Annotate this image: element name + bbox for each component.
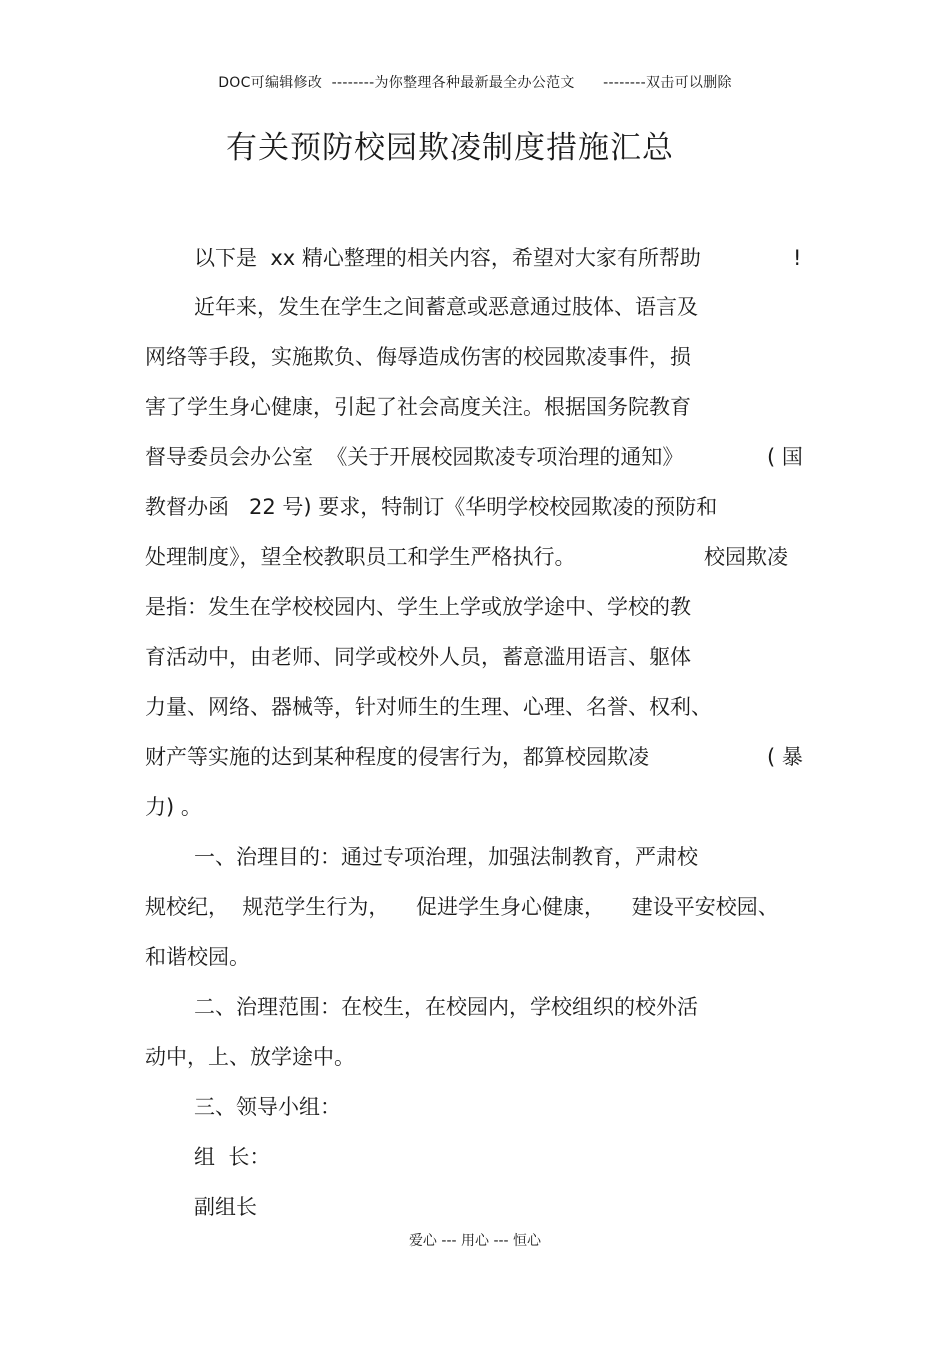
body-line: 力) 。 — [145, 795, 202, 819]
body-line: 三、领导小组： — [194, 1095, 341, 1119]
body-line: 育活动中，由老师、同学或校外人员，蓄意滥用语言、躯体 — [145, 645, 691, 669]
body-line: 处理制度》，望全校教职员工和学生严格执行。 — [145, 545, 576, 569]
body-line: 网络等手段，实施欺负、侮辱造成伤害的校园欺凌事件，损 — [145, 345, 691, 369]
body-line: 力量、网络、器械等，针对师生的生理、心理、名誉、权利、 — [145, 695, 712, 719]
body-line: 财产等实施的达到某种程度的侵害行为，都算校园欺凌 — [145, 745, 649, 769]
body-line-tail: 校园欺凌 — [704, 545, 788, 569]
page-header: DOC可编辑修改 --------为你整理各种最新最全办公范文 --------双击可以删除 — [218, 75, 732, 91]
body-line: 是指：发生在学校校园内、学生上学或放学途中、学校的教 — [145, 595, 691, 619]
page-footer: 爱心 --- 用心 --- 恒心 — [408, 1233, 542, 1249]
body-line: 副组长 — [194, 1195, 257, 1219]
body-line: 督导委员会办公室 《关于开展校园欺凌专项治理的通知》 — [145, 445, 684, 469]
body-line-tail: ( 暴 — [767, 745, 803, 769]
body-line: 近年来，发生在学生之间蓄意或恶意通过肢体、语言及 — [194, 295, 698, 319]
body-line: 和谐校园。 — [145, 945, 250, 969]
body-line: 组 长： — [194, 1145, 271, 1169]
body-line-tail: ! — [793, 246, 802, 270]
body-line: 以下是 xx 精心整理的相关内容，希望对大家有所帮助 — [194, 246, 701, 270]
body-line: 一、治理目的：通过专项治理，加强法制教育，严肃校 — [194, 845, 698, 869]
document-title: 有关预防校园欺凌制度措施汇总 — [226, 130, 674, 166]
body-line: 动中，上、放学途中。 — [145, 1045, 355, 1069]
body-line: 教督办函 22 号) 要求，特制订《华明学校校园欺凌的预防和 — [145, 495, 718, 519]
body-line-tail: ( 国 — [767, 445, 803, 469]
body-line: 规校纪， 规范学生行为， 促进学生身心健康， 建设平安校园、 — [145, 895, 779, 919]
body-line: 二、治理范围：在校生，在校园内，学校组织的校外活 — [194, 995, 698, 1019]
body-line: 害了学生身心健康，引起了社会高度关注。根据国务院教育 — [145, 395, 691, 419]
